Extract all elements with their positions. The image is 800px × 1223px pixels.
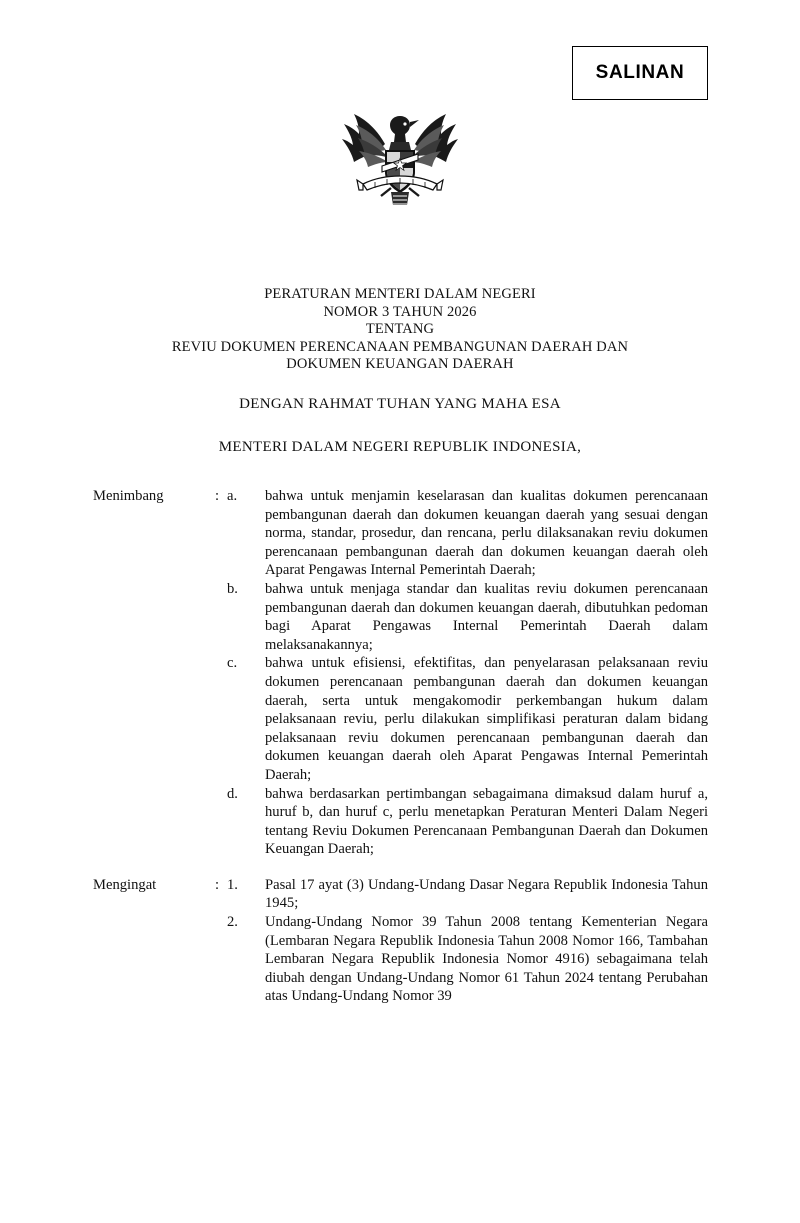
- emblem-container: [0, 104, 800, 212]
- title-line-subject-2: DOKUMEN KEUANGAN DAERAH: [286, 356, 514, 372]
- clause-marker: 1.: [227, 876, 238, 893]
- document-title-block: [0, 286, 800, 374]
- section-menimbang: [93, 487, 708, 859]
- clause-text: Pasal 17 ayat (3) Undang-Undang Dasar Negara Republik Indonesia Tahun 1945;: [265, 876, 708, 912]
- section-label-mengingat: Mengingat: [93, 876, 157, 893]
- clause-text: Undang-Undang Nomor 39 Tahun 2008 tentang Kementerian Negara (Lembaran Negara Republik Indonesia Tahun 2008 Nomor 166, Tambahan Lembaran Negara Republik Indonesia Nomor 4916) sebagaimana telah diubah dengan Undang-Undang Nomor 61 Tahun 2024 tentang Perubahan atas Undang-Undang Nomor 39: [265, 914, 708, 1005]
- clause-marker: d.: [227, 785, 238, 802]
- blessing-line: DENGAN RAHMAT TUHAN YANG MAHA ESA: [239, 396, 561, 412]
- section-colon-menimbang: :: [215, 488, 220, 504]
- section-mengingat: [93, 876, 708, 1006]
- salinan-stamp-box: [572, 46, 708, 100]
- section-items-menimbang: [227, 487, 708, 859]
- subtitle-spacer: [0, 413, 800, 439]
- clause-item: [227, 876, 708, 913]
- clause-text: bahwa untuk menjaga standar dan kualitas reviu dokumen perencanaan pembangunan daerah dan dokumen keuangan daerah, dibutuhkan pedoman bagi Aparat Pengawas Internal Pemerintah Daerah dalam melaksanakannya;: [265, 580, 708, 653]
- clause-marker: b.: [227, 580, 238, 597]
- section-label-menimbang: Menimbang: [93, 488, 164, 504]
- clause-marker: c.: [227, 655, 238, 672]
- clause-text: bahwa berdasarkan pertimbangan sebagaimana dimaksud dalam huruf a, huruf b, dan huruf c, perlu menetapkan Peraturan Menteri Dalam Negeri tentang Reviu Dokumen Perencanaan Pembangunan Daerah dan Dokumen Keuangan Daerah;: [265, 785, 708, 858]
- clause-marker: a.: [227, 488, 238, 504]
- clause-item: [227, 487, 708, 580]
- section-colon-mengingat: :: [215, 876, 220, 893]
- authority-line: MENTERI DALAM NEGERI REPUBLIK INDONESIA,: [218, 439, 582, 455]
- title-line-about: TENTANG: [365, 321, 435, 337]
- clause-item: [227, 913, 708, 1006]
- clauses-container: [93, 487, 708, 1006]
- salinan-stamp-label: SALINAN: [595, 62, 685, 83]
- title-line-regulation: PERATURAN MENTERI DALAM NEGERI: [264, 286, 536, 302]
- title-line-subject-1: REVIU DOKUMEN PERENCANAAN PEMBANGUNAN DAERAH DAN: [171, 338, 629, 355]
- clause-text: bahwa untuk menjamin keselarasan dan kualitas dokumen perencanaan pembangunan daerah dan dokumen keuangan daerah yang sesuai dengan norma, standar, prosedur, dan rencana, perlu dilaksanakan reviu dokumen perencanaan pembangunan daerah dan dokumen keuangan daerah oleh Aparat Pengawas Internal Pemerintah Daerah;: [265, 488, 708, 579]
- section-items-mengingat: [227, 876, 708, 1006]
- document-subtitle-block: [0, 396, 800, 456]
- garuda-pancasila-icon: [341, 104, 459, 212]
- title-line-number: NOMOR 3 TAHUN 2026: [323, 303, 477, 320]
- clause-item: [227, 580, 708, 654]
- clause-item: [227, 654, 708, 784]
- clause-item: [227, 785, 708, 859]
- clause-marker: 2.: [227, 914, 238, 931]
- clause-text: bahwa untuk efisiensi, efektifitas, dan penyelarasan pelaksanaan reviu dokumen perencanaan pembangunan daerah dan dokumen keuangan daerah, serta untuk mengakomodir perkembangan hukum dalam pelaksanaan reviu, perlu dilakukan simplifikasi peraturan dalam bidang pelaksanaan reviu dokumen perencanaan pembangunan daerah dan dokumen keuangan daerah oleh Aparat Pengawas Internal Pemerintah Daerah;: [265, 655, 708, 783]
